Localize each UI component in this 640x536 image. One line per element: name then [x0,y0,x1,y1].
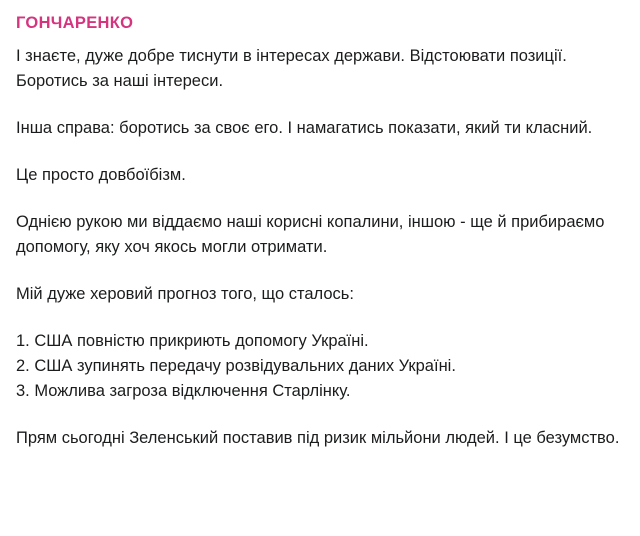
list-item: 2. США зупинять передачу розвідувальних даних Україні. [16,356,456,375]
list-item: 3. Можлива загроза відключення Старлінку. [16,381,351,400]
post-author-name: ГОНЧАРЕНКО [16,14,134,32]
paragraph: Мій дуже херовий прогноз того, що сталось: [16,284,354,303]
post-body [16,44,624,451]
paragraph: Інша справа: боротись за своє его. І намагатись показати, який ти класний. [16,118,593,137]
paragraph: Однією рукою ми віддаємо наші корисні копалини, іншою - ще й прибираємо допомогу, яку хоч якось могли отримати. [16,212,610,256]
closing-paragraph: Прям сьогодні Зеленський поставив під ризик мільйони людей. І це безумство. [16,428,620,447]
paragraph: Це просто довбоїбізм. [16,165,186,184]
paragraph: І знаєте, дуже добре тиснути в інтересах держави. Відстоювати позиції. Боротись за наші інтереси. [16,46,572,90]
list-item: 1. США повністю прикриють допомогу Україні. [16,331,369,350]
numbered-list [16,329,624,404]
